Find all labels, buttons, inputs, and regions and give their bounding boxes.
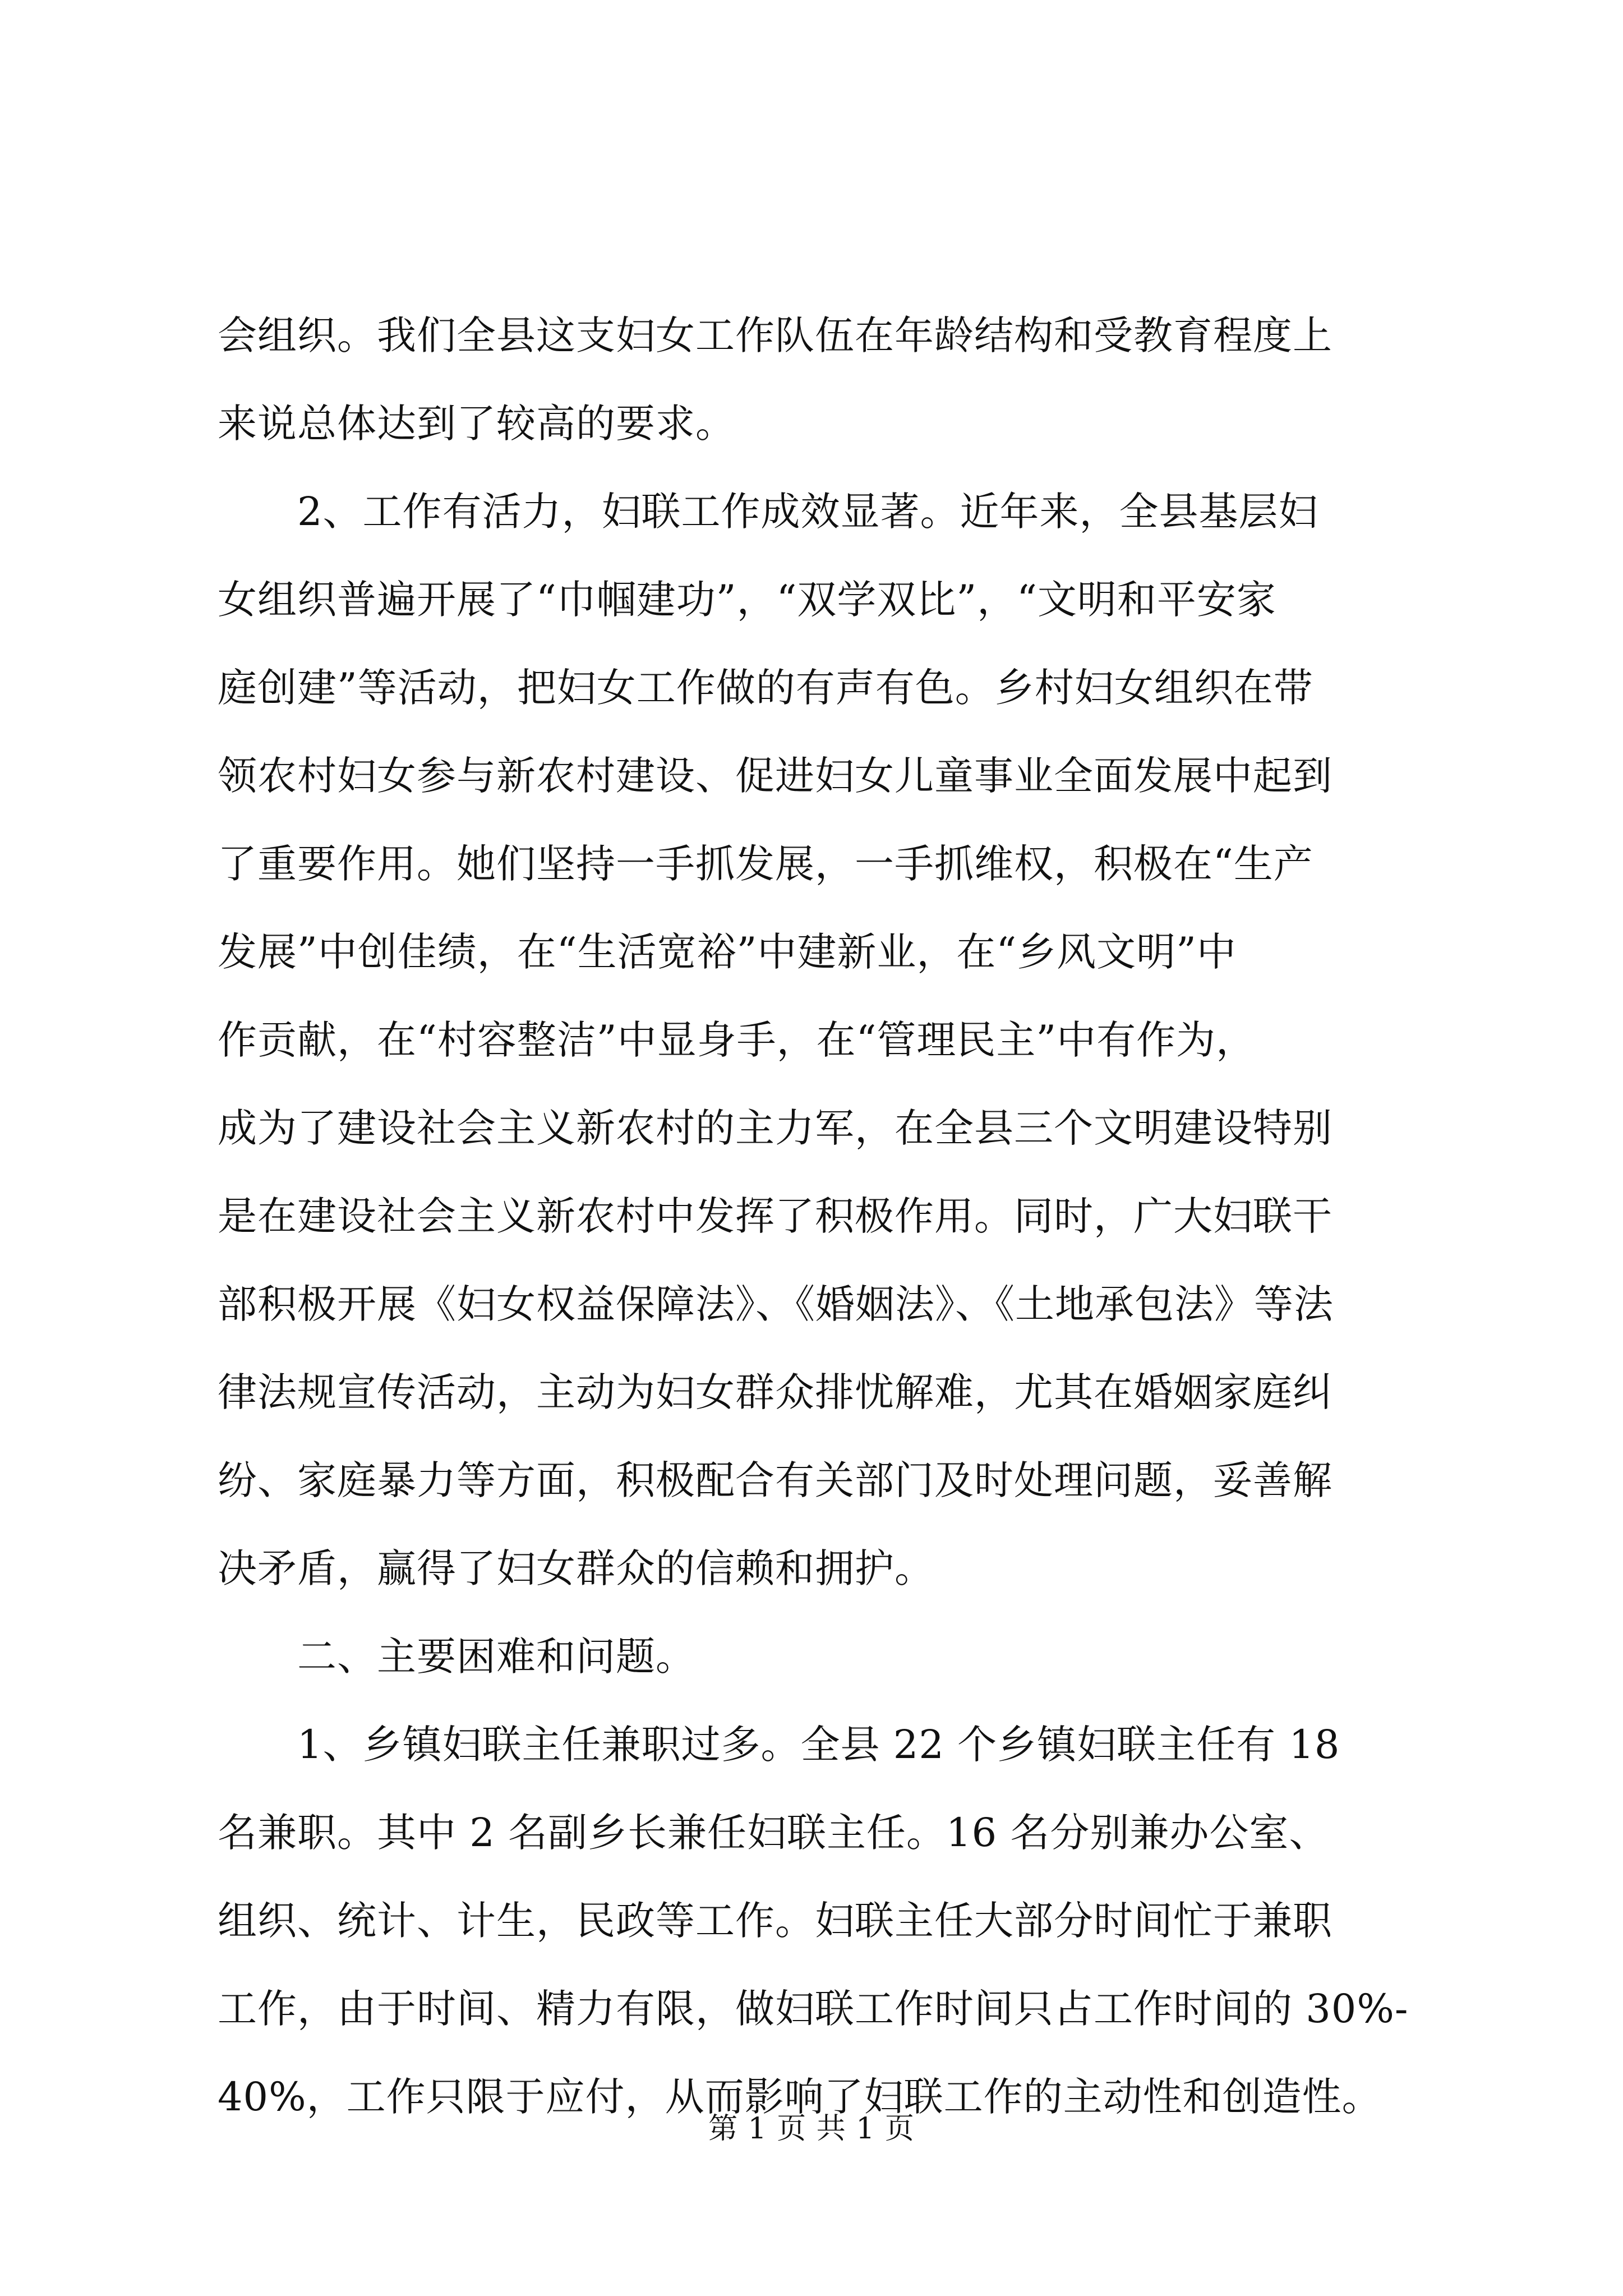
text-line: 了重要作用。她们坚持一手抓发展，一手抓维权，积极在“生产 bbox=[218, 841, 1313, 887]
body-text bbox=[218, 292, 1407, 2141]
text-line: 发展”中创佳绩，在“生活宽裕”中建新业，在“乡风文明”中 bbox=[218, 929, 1237, 975]
section-heading: 二、主要困难和问题。 bbox=[218, 1634, 695, 1680]
text-line: 纷、家庭暴力等方面，积极配合有关部门及时处理问题，妥善解 bbox=[218, 1457, 1332, 1503]
text-line: 1、乡镇妇联主任兼职过多。全县 22 个乡镇妇联主任有 18 bbox=[218, 1722, 1340, 1768]
text-line: 会组织。我们全县这支妇女工作队伍在年龄结构和受教育程度上 bbox=[218, 312, 1332, 358]
page-footer: 第 1 页 共 1 页 bbox=[708, 2112, 915, 2146]
text-line: 领农村妇女参与新农村建设、促进妇女儿童事业全面发展中起到 bbox=[218, 753, 1332, 799]
text-line: 工作，由于时间、精力有限，做妇联工作时间只占工作时间的 30%- bbox=[218, 1986, 1409, 2032]
text-line: 成为了建设社会主义新农村的主力军，在全县三个文明建设特别 bbox=[218, 1105, 1332, 1151]
text-line: 女组织普遍开展了“巾帼建功”，“双学双比”，“文明和平安家 bbox=[218, 577, 1276, 623]
text-line: 是在建设社会主义新农村中发挥了积极作用。同时，广大妇联干 bbox=[218, 1193, 1332, 1239]
text-line: 决矛盾，赢得了妇女群众的信赖和拥护。 bbox=[218, 1545, 934, 1591]
text-line: 名兼职。其中 2 名副乡长兼任妇联主任。16 名分别兼办公室、 bbox=[218, 1810, 1329, 1856]
text-line: 40%，工作只限于应付，从而影响了妇联工作的主动性和创造性。 bbox=[218, 2074, 1382, 2120]
text-line: 来说总体达到了较高的要求。 bbox=[218, 401, 735, 447]
text-line: 庭创建”等活动，把妇女工作做的有声有色。乡村妇女组织在带 bbox=[218, 665, 1313, 711]
text-line: 作贡献，在“村容整洁”中显身手，在“管理民主”中有作为， bbox=[218, 1017, 1256, 1063]
text-line: 律法规宣传活动，主动为妇女群众排忧解难，尤其在婚姻家庭纠 bbox=[218, 1369, 1332, 1415]
text-line: 2、工作有活力，妇联工作成效显著。近年来，全县基层妇 bbox=[218, 489, 1318, 535]
text-line: 组织、统计、计生，民政等工作。妇联主任大部分时间忙于兼职 bbox=[218, 1898, 1332, 1944]
text-line: 部积极开展《妇女权益保障法》、《婚姻法》、《土地承包法》等法 bbox=[218, 1281, 1334, 1327]
